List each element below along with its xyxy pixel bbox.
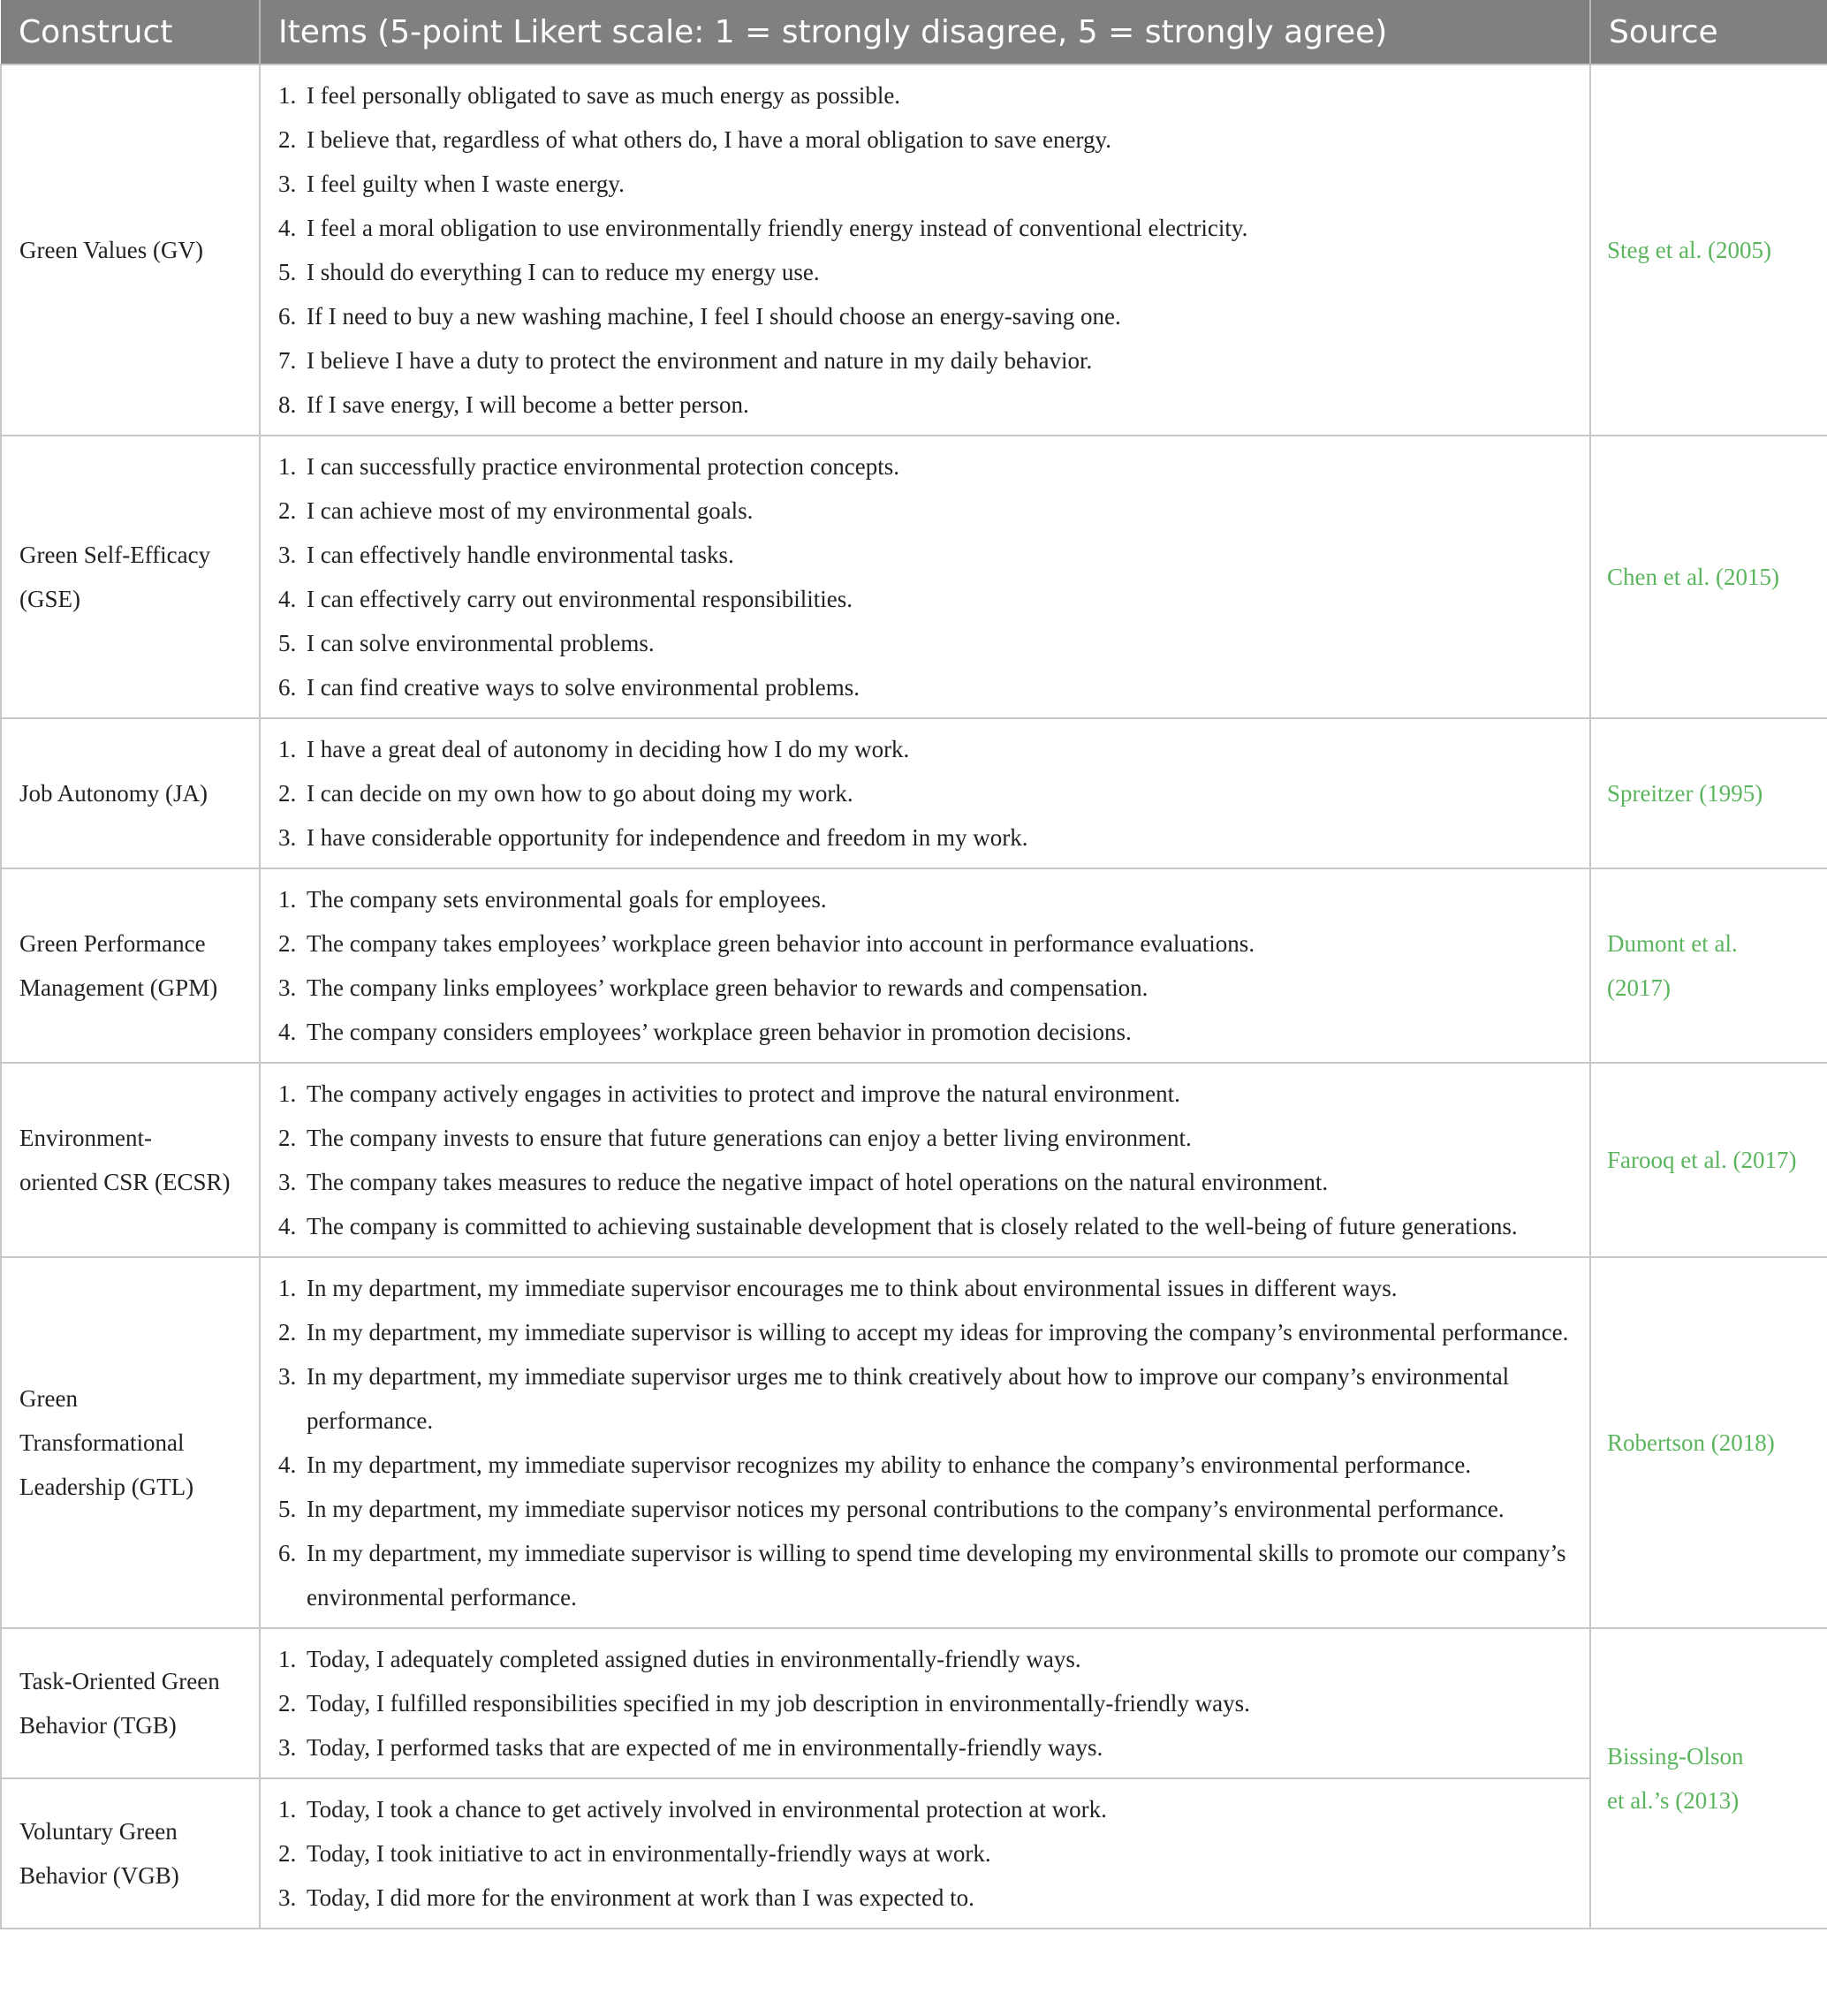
construct-line: Task-Oriented Green xyxy=(19,1668,220,1694)
item-number: 1. xyxy=(278,82,297,109)
item-text: The company sets environmental goals for employees. xyxy=(307,886,827,913)
item-number: 6. xyxy=(278,674,297,701)
items-cell xyxy=(260,718,1590,868)
construct-cell xyxy=(1,1628,260,1778)
table-row xyxy=(1,1257,1827,1628)
list-item xyxy=(278,1010,1579,1054)
item-text: Today, I fulfilled responsibilities specified in my job description in environmentally-friendly ways. xyxy=(307,1690,1250,1717)
item-text: I can effectively handle environmental tasks. xyxy=(307,542,734,568)
list-item xyxy=(278,1354,1579,1443)
table-row xyxy=(1,64,1827,436)
source-cell xyxy=(1590,436,1827,718)
item-text: In my department, my immediate supervisor notices my personal contributions to the company’s environmental performance. xyxy=(307,1496,1505,1522)
items-cell xyxy=(260,1778,1590,1929)
item-text: I can achieve most of my environmental goals. xyxy=(307,497,754,524)
source-line: Dumont et al. xyxy=(1607,930,1738,957)
item-text: I should do everything I can to reduce my energy use. xyxy=(307,259,820,285)
list-item xyxy=(278,1637,1579,1681)
item-number: 1. xyxy=(278,736,297,762)
construct-line: Job Autonomy (JA) xyxy=(19,780,208,807)
list-item xyxy=(278,338,1579,383)
item-number: 5. xyxy=(278,630,297,656)
construct-line: Transformational xyxy=(19,1429,185,1456)
list-item xyxy=(278,162,1579,206)
construct-cell xyxy=(1,1778,260,1929)
item-number: 4. xyxy=(278,1451,297,1478)
item-text: I can find creative ways to solve environmental problems. xyxy=(307,674,860,701)
construct-cell xyxy=(1,718,260,868)
list-item xyxy=(278,1831,1579,1876)
item-number: 3. xyxy=(278,1734,297,1761)
item-number: 4. xyxy=(278,586,297,612)
construct-cell xyxy=(1,1257,260,1628)
list-item xyxy=(278,877,1579,921)
item-text: In my department, my immediate supervisor is willing to spend time developing my environmental skills to promote our company’s environmental performance. xyxy=(307,1540,1566,1611)
list-item xyxy=(278,665,1579,709)
item-text: I have considerable opportunity for independence and freedom in my work. xyxy=(307,824,1028,851)
item-number: 3. xyxy=(278,1169,297,1195)
item-number: 2. xyxy=(278,497,297,524)
item-number: 1. xyxy=(278,1275,297,1301)
list-item xyxy=(278,489,1579,533)
list-item xyxy=(278,294,1579,338)
construct-line: Behavior (VGB) xyxy=(19,1862,179,1889)
item-number: 7. xyxy=(278,347,297,374)
item-text: Today, I took initiative to act in environmentally-friendly ways at work. xyxy=(307,1840,991,1867)
item-number: 3. xyxy=(278,824,297,851)
item-text: The company takes measures to reduce the negative impact of hotel operations on the natural environment. xyxy=(307,1169,1329,1195)
item-text: The company actively engages in activities to protect and improve the natural environment. xyxy=(307,1080,1180,1107)
list-item xyxy=(278,1487,1579,1531)
construct-line: Green Values (GV) xyxy=(19,237,203,263)
item-number: 1. xyxy=(278,1796,297,1823)
item-number: 6. xyxy=(278,1540,297,1566)
source-line: Chen et al. (2015) xyxy=(1607,564,1779,590)
source-line: (2017) xyxy=(1607,974,1671,1001)
header-construct: Construct xyxy=(1,0,260,64)
source-cell xyxy=(1590,1257,1827,1628)
source-cell xyxy=(1590,64,1827,436)
construct-cell xyxy=(1,1063,260,1257)
item-text: I believe that, regardless of what others do, I have a moral obligation to save energy. xyxy=(307,126,1111,153)
list-item xyxy=(278,383,1579,427)
construct-cell xyxy=(1,436,260,718)
item-text: Today, I took a chance to get actively involved in environmental protection at work. xyxy=(307,1796,1107,1823)
item-number: 4. xyxy=(278,215,297,241)
source-line: et al.’s (2013) xyxy=(1607,1787,1740,1814)
item-text: Today, I performed tasks that are expected of me in environmentally-friendly ways. xyxy=(307,1734,1103,1761)
construct-line: Green xyxy=(19,1385,78,1412)
list-item xyxy=(278,1204,1579,1248)
items-cell xyxy=(260,436,1590,718)
source-cell xyxy=(1590,868,1827,1063)
construct-line: Management (GPM) xyxy=(19,974,218,1001)
construct-line: Green Self-Efficacy xyxy=(19,542,211,568)
item-text: I feel guilty when I waste energy. xyxy=(307,171,625,197)
item-number: 1. xyxy=(278,453,297,480)
item-number: 2. xyxy=(278,780,297,807)
items-cell xyxy=(260,1063,1590,1257)
item-text: The company takes employees’ workplace green behavior into account in performance evaluations. xyxy=(307,930,1255,957)
item-text: I feel a moral obligation to use environmentally friendly energy instead of conventional electricity. xyxy=(307,215,1248,241)
item-text: I feel personally obligated to save as much energy as possible. xyxy=(307,82,901,109)
list-item xyxy=(278,621,1579,665)
source-line: Robertson (2018) xyxy=(1607,1429,1775,1456)
table-row xyxy=(1,868,1827,1063)
construct-line: Environment- xyxy=(19,1125,152,1151)
construct-cell xyxy=(1,868,260,1063)
header-items: Items (5-point Likert scale: 1 = strongly disagree, 5 = strongly agree) xyxy=(260,0,1590,64)
source-line: Steg et al. (2005) xyxy=(1607,237,1771,263)
list-item xyxy=(278,1310,1579,1354)
table-body xyxy=(1,64,1827,1929)
list-item xyxy=(278,771,1579,815)
item-number: 2. xyxy=(278,1319,297,1345)
item-number: 4. xyxy=(278,1213,297,1239)
item-text: I can decide on my own how to go about doing my work. xyxy=(307,780,853,807)
list-item xyxy=(278,815,1579,860)
table-row xyxy=(1,1778,1827,1929)
construct-line: (GSE) xyxy=(19,586,80,612)
item-number: 3. xyxy=(278,1884,297,1911)
source-cell xyxy=(1590,1063,1827,1257)
items-cell xyxy=(260,868,1590,1063)
list-item xyxy=(278,1072,1579,1116)
table-row xyxy=(1,436,1827,718)
table-row xyxy=(1,718,1827,868)
item-number: 4. xyxy=(278,1019,297,1045)
item-text: In my department, my immediate supervisor is willing to accept my ideas for improving the company’s environmental performance. xyxy=(307,1319,1569,1345)
list-item xyxy=(278,1443,1579,1487)
list-item xyxy=(278,966,1579,1010)
list-item xyxy=(278,533,1579,577)
item-text: The company is committed to achieving sustainable development that is closely related to the well-being of future generations. xyxy=(307,1213,1518,1239)
item-text: The company links employees’ workplace green behavior to rewards and compensation. xyxy=(307,974,1149,1001)
list-item xyxy=(278,117,1579,162)
header-row xyxy=(1,0,1827,64)
list-item xyxy=(278,444,1579,489)
item-number: 2. xyxy=(278,1690,297,1717)
item-number: 3. xyxy=(278,974,297,1001)
item-text: I believe I have a duty to protect the environment and nature in my daily behavior. xyxy=(307,347,1093,374)
item-number: 2. xyxy=(278,126,297,153)
construct-line: Green Performance xyxy=(19,930,206,957)
source-cell xyxy=(1590,718,1827,868)
list-item xyxy=(278,73,1579,117)
list-item xyxy=(278,250,1579,294)
item-number: 3. xyxy=(278,542,297,568)
item-text: Today, I did more for the environment at work than I was expected to. xyxy=(307,1884,974,1911)
item-number: 2. xyxy=(278,1125,297,1151)
item-text: If I save energy, I will become a better person. xyxy=(307,391,749,418)
source-line: Spreitzer (1995) xyxy=(1607,780,1763,807)
items-cell xyxy=(260,1257,1590,1628)
list-item xyxy=(278,727,1579,771)
item-text: The company considers employees’ workplace green behavior in promotion decisions. xyxy=(307,1019,1132,1045)
item-text: In my department, my immediate supervisor recognizes my ability to enhance the company’s environmental performance. xyxy=(307,1451,1472,1478)
item-number: 2. xyxy=(278,930,297,957)
item-number: 3. xyxy=(278,171,297,197)
table-row xyxy=(1,1628,1827,1778)
item-number: 2. xyxy=(278,1840,297,1867)
construct-line: Leadership (GTL) xyxy=(19,1474,194,1500)
list-item xyxy=(278,1531,1579,1619)
source-line: Farooq et al. (2017) xyxy=(1607,1147,1797,1173)
list-item xyxy=(278,1787,1579,1831)
list-item xyxy=(278,1266,1579,1310)
list-item xyxy=(278,1876,1579,1920)
item-text: Today, I adequately completed assigned duties in environmentally-friendly ways. xyxy=(307,1646,1081,1672)
item-number: 8. xyxy=(278,391,297,418)
item-number: 6. xyxy=(278,303,297,330)
list-item xyxy=(278,577,1579,621)
header-source: Source xyxy=(1590,0,1827,64)
list-item xyxy=(278,1160,1579,1204)
item-number: 1. xyxy=(278,886,297,913)
item-text: I can effectively carry out environmental responsibilities. xyxy=(307,586,853,612)
item-text: I have a great deal of autonomy in deciding how I do my work. xyxy=(307,736,910,762)
item-text: I can solve environmental problems. xyxy=(307,630,655,656)
item-number: 5. xyxy=(278,1496,297,1522)
item-number: 3. xyxy=(278,1363,297,1390)
list-item xyxy=(278,206,1579,250)
list-item xyxy=(278,921,1579,966)
items-cell xyxy=(260,1628,1590,1778)
item-text: I can successfully practice environmental protection concepts. xyxy=(307,453,899,480)
item-text: If I need to buy a new washing machine, I feel I should choose an energy-saving one. xyxy=(307,303,1121,330)
list-item xyxy=(278,1116,1579,1160)
source-line: Bissing-Olson xyxy=(1607,1743,1744,1770)
item-text: The company invests to ensure that future generations can enjoy a better living environment. xyxy=(307,1125,1192,1151)
source-cell xyxy=(1590,1628,1827,1929)
construct-line: Voluntary Green xyxy=(19,1818,178,1845)
item-number: 5. xyxy=(278,259,297,285)
list-item xyxy=(278,1725,1579,1770)
item-number: 1. xyxy=(278,1080,297,1107)
item-number: 1. xyxy=(278,1646,297,1672)
item-text: In my department, my immediate supervisor encourages me to think about environmental issues in different ways. xyxy=(307,1275,1398,1301)
list-item xyxy=(278,1681,1579,1725)
item-text: In my department, my immediate supervisor urges me to think creatively about how to improve our company’s environmental performance. xyxy=(307,1363,1510,1434)
construct-cell xyxy=(1,64,260,436)
items-cell xyxy=(260,64,1590,436)
construct-line: Behavior (TGB) xyxy=(19,1712,177,1739)
construct-line: oriented CSR (ECSR) xyxy=(19,1169,231,1195)
table-row xyxy=(1,1063,1827,1257)
